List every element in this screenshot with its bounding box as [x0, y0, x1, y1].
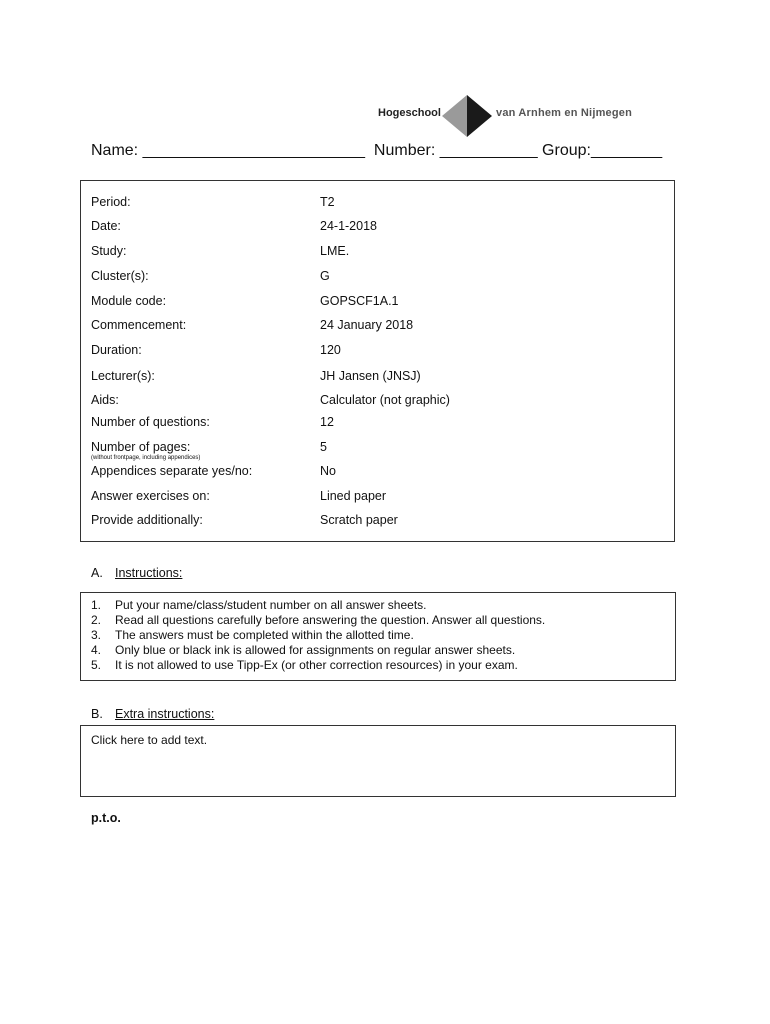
info-value: T2 — [320, 195, 335, 209]
list-item — [91, 643, 545, 658]
info-value: No — [320, 464, 336, 478]
item-text: Only blue or black ink is allowed for assignments on regular answer sheets. — [115, 643, 516, 657]
info-value: Scratch paper — [320, 513, 398, 527]
info-value: LME. — [320, 244, 350, 258]
info-value: 24-1-2018 — [320, 219, 377, 233]
info-value: 24 January 2018 — [320, 318, 414, 332]
info-label: Aids: — [91, 393, 119, 407]
info-label: Commencement: — [91, 318, 187, 332]
info-value: GOPSCF1A.1 — [320, 294, 399, 308]
info-label: Provide additionally: — [91, 513, 203, 527]
info-label: Duration: — [91, 343, 142, 357]
list-item — [91, 658, 545, 673]
please-turn-over: p.t.o. — [91, 811, 121, 825]
item-number: 2. — [91, 613, 102, 627]
info-value: 12 — [320, 415, 334, 429]
item-number: 4. — [91, 643, 102, 657]
list-item — [91, 613, 545, 628]
item-number: 3. — [91, 628, 102, 642]
info-label: Date: — [91, 219, 121, 233]
info-label: Answer exercises on: — [91, 489, 210, 503]
info-label: Appendices separate yes/no: — [91, 464, 253, 478]
logo-diamond-icon — [442, 95, 492, 137]
info-value: G — [320, 269, 330, 283]
item-number: 5. — [91, 658, 102, 672]
item-number: 1. — [91, 598, 102, 612]
info-label: Study: — [91, 244, 127, 258]
section-a-heading — [91, 566, 182, 580]
item-text: Put your name/class/student number on all answer sheets. — [115, 598, 427, 612]
item-text: The answers must be completed within the allotted time. — [115, 628, 414, 642]
logo-left-text: Hogeschool — [378, 107, 441, 119]
list-item — [91, 598, 545, 613]
extra-instructions-field[interactable] — [80, 725, 676, 797]
info-value: 5 — [320, 440, 327, 454]
logo-right-text: van Arnhem en Nijmegen — [496, 107, 633, 119]
section-title: Instructions: — [115, 566, 183, 580]
logo — [376, 95, 641, 135]
info-value: 120 — [320, 343, 341, 357]
info-value: Lined paper — [320, 489, 387, 503]
info-value: Calculator (not graphic) — [320, 393, 450, 407]
instructions-box — [80, 592, 676, 681]
info-label: Lecturer(s): — [91, 369, 155, 383]
section-title: Extra instructions: — [115, 707, 215, 721]
extra-instructions-placeholder[interactable]: Click here to add text. — [91, 733, 208, 747]
section-b-heading — [91, 707, 214, 721]
item-text: Read all questions carefully before answering the question. Answer all questions. — [115, 613, 546, 627]
info-label: Number of pages: — [91, 440, 191, 454]
info-label: Cluster(s): — [91, 269, 149, 283]
info-value: JH Jansen (JNSJ) — [320, 369, 421, 383]
info-label: Period: — [91, 195, 131, 209]
name-number-group-line[interactable]: Name: _________________________ Number: ___________ Group:________ — [91, 142, 663, 159]
instructions-list — [91, 598, 545, 673]
pages-note: (without frontpage, including appendices) — [91, 455, 201, 461]
section-letter: A. — [91, 566, 103, 580]
info-label: Number of questions: — [91, 415, 210, 429]
item-text: It is not allowed to use Tipp-Ex (or other correction resources) in your exam. — [115, 658, 518, 672]
section-letter: B. — [91, 707, 103, 721]
list-item — [91, 628, 545, 643]
info-label: Module code: — [91, 294, 167, 308]
exam-info-box — [80, 180, 675, 542]
